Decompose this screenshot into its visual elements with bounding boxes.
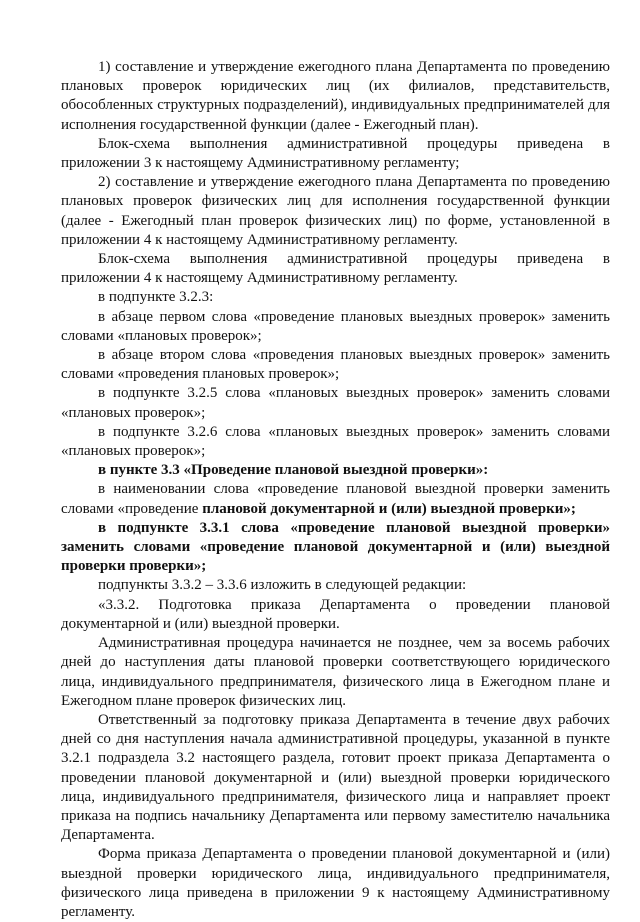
paragraph-14: «3.3.2. Подготовка приказа Департамента о проведении плановой документарной и (или) выездной проверки. [61,596,610,632]
paragraph-11-text: в наименовании слова «проведение плановой выездной проверки заменить словами «проведение [61,481,610,517]
paragraph-17: Форма приказа Департамента о проведении плановой документарной и (или) выездной проверки юридического лица, индивидуального предпринимателя, физического лица приведена в приложении 9 к настоящему Административному регламенту. [61,846,610,920]
paragraph-4: Блок-схема выполнения административной процедуры приведена в приложении 4 к настоящему Административному регламенту. [61,251,610,287]
paragraph-10-heading: в пункте 3.3 «Проведение плановой выездной проверки»: [98,462,489,479]
paragraph-15: Административная процедура начинается не позднее, чем за восемь рабочих дней до наступления даты плановой проверки соответствующего юридического лица, индивидуального предпринимателя, физического лица в Ежегодном плане и Ежегодном плане проверок физических лиц. [61,635,610,709]
paragraph-2: Блок-схема выполнения административной процедуры приведена в приложении 3 к настоящему Административному регламенту; [61,135,610,172]
paragraph-13: подпункты 3.3.2 – 3.3.6 изложить в следующей редакции: [98,577,467,594]
document-page [61,58,610,922]
paragraph-3: 2) составление и утверждение ежегодного плана Департамента по проведению плановых проверок физических лиц для исполнения государственной функции (далее - Ежегодный план проверок физических лиц) по форме, установленной в приложении 4 к настоящему Административному регламенту. [61,174,610,248]
paragraph-9: в подпункте 3.2.6 слова «плановых выездных проверок» заменить словами «плановых проверок»; [61,423,610,460]
paragraph-1: 1) составление и утверждение ежегодного плана Департамента по проведению плановых проверок юридических лиц (их филиалов, представительств, обособленных структурных подразделений), индивидуальных предпринимателей для исполнения государственной функции (далее - Ежегодный план). [61,59,610,133]
paragraph-6: в абзаце первом слова «проведение плановых выездных проверок» заменить словами «плановых проверок»; [61,308,610,344]
paragraph-7: в абзаце втором слова «проведения плановых выездных проверок» заменить словами «проведения плановых проверок»; [61,347,610,383]
paragraph-11-bold: плановой документарной и (или) выездной проверки»; [202,500,576,517]
paragraph-8: в подпункте 3.2.5 слова «плановых выездных проверок» заменить словами «плановых проверок»; [61,385,610,421]
paragraph-12: в подпункте 3.3.1 слова «проведение плановой выездной проверки» заменить словами «проведение плановой документарной и (или) выездной проверки проверки»; [61,519,610,575]
paragraph-5: в подпункте 3.2.3: [98,289,214,306]
paragraph-11 [61,480,610,518]
paragraph-16: Ответственный за подготовку приказа Департамента в течение двух рабочих дней со дня наступления начала административной процедуры, указанной в пункте 3.2.1 подраздела 3.2 настоящего раздела, готовит проект приказа Департамента о проведении плановой документарной и (или) выездной проверки юридического лица, индивидуального предпринимателя, физического лица и направляет проект приказа на подпись начальнику Департамента или первому заместителю начальника Департамента. [61,711,610,844]
